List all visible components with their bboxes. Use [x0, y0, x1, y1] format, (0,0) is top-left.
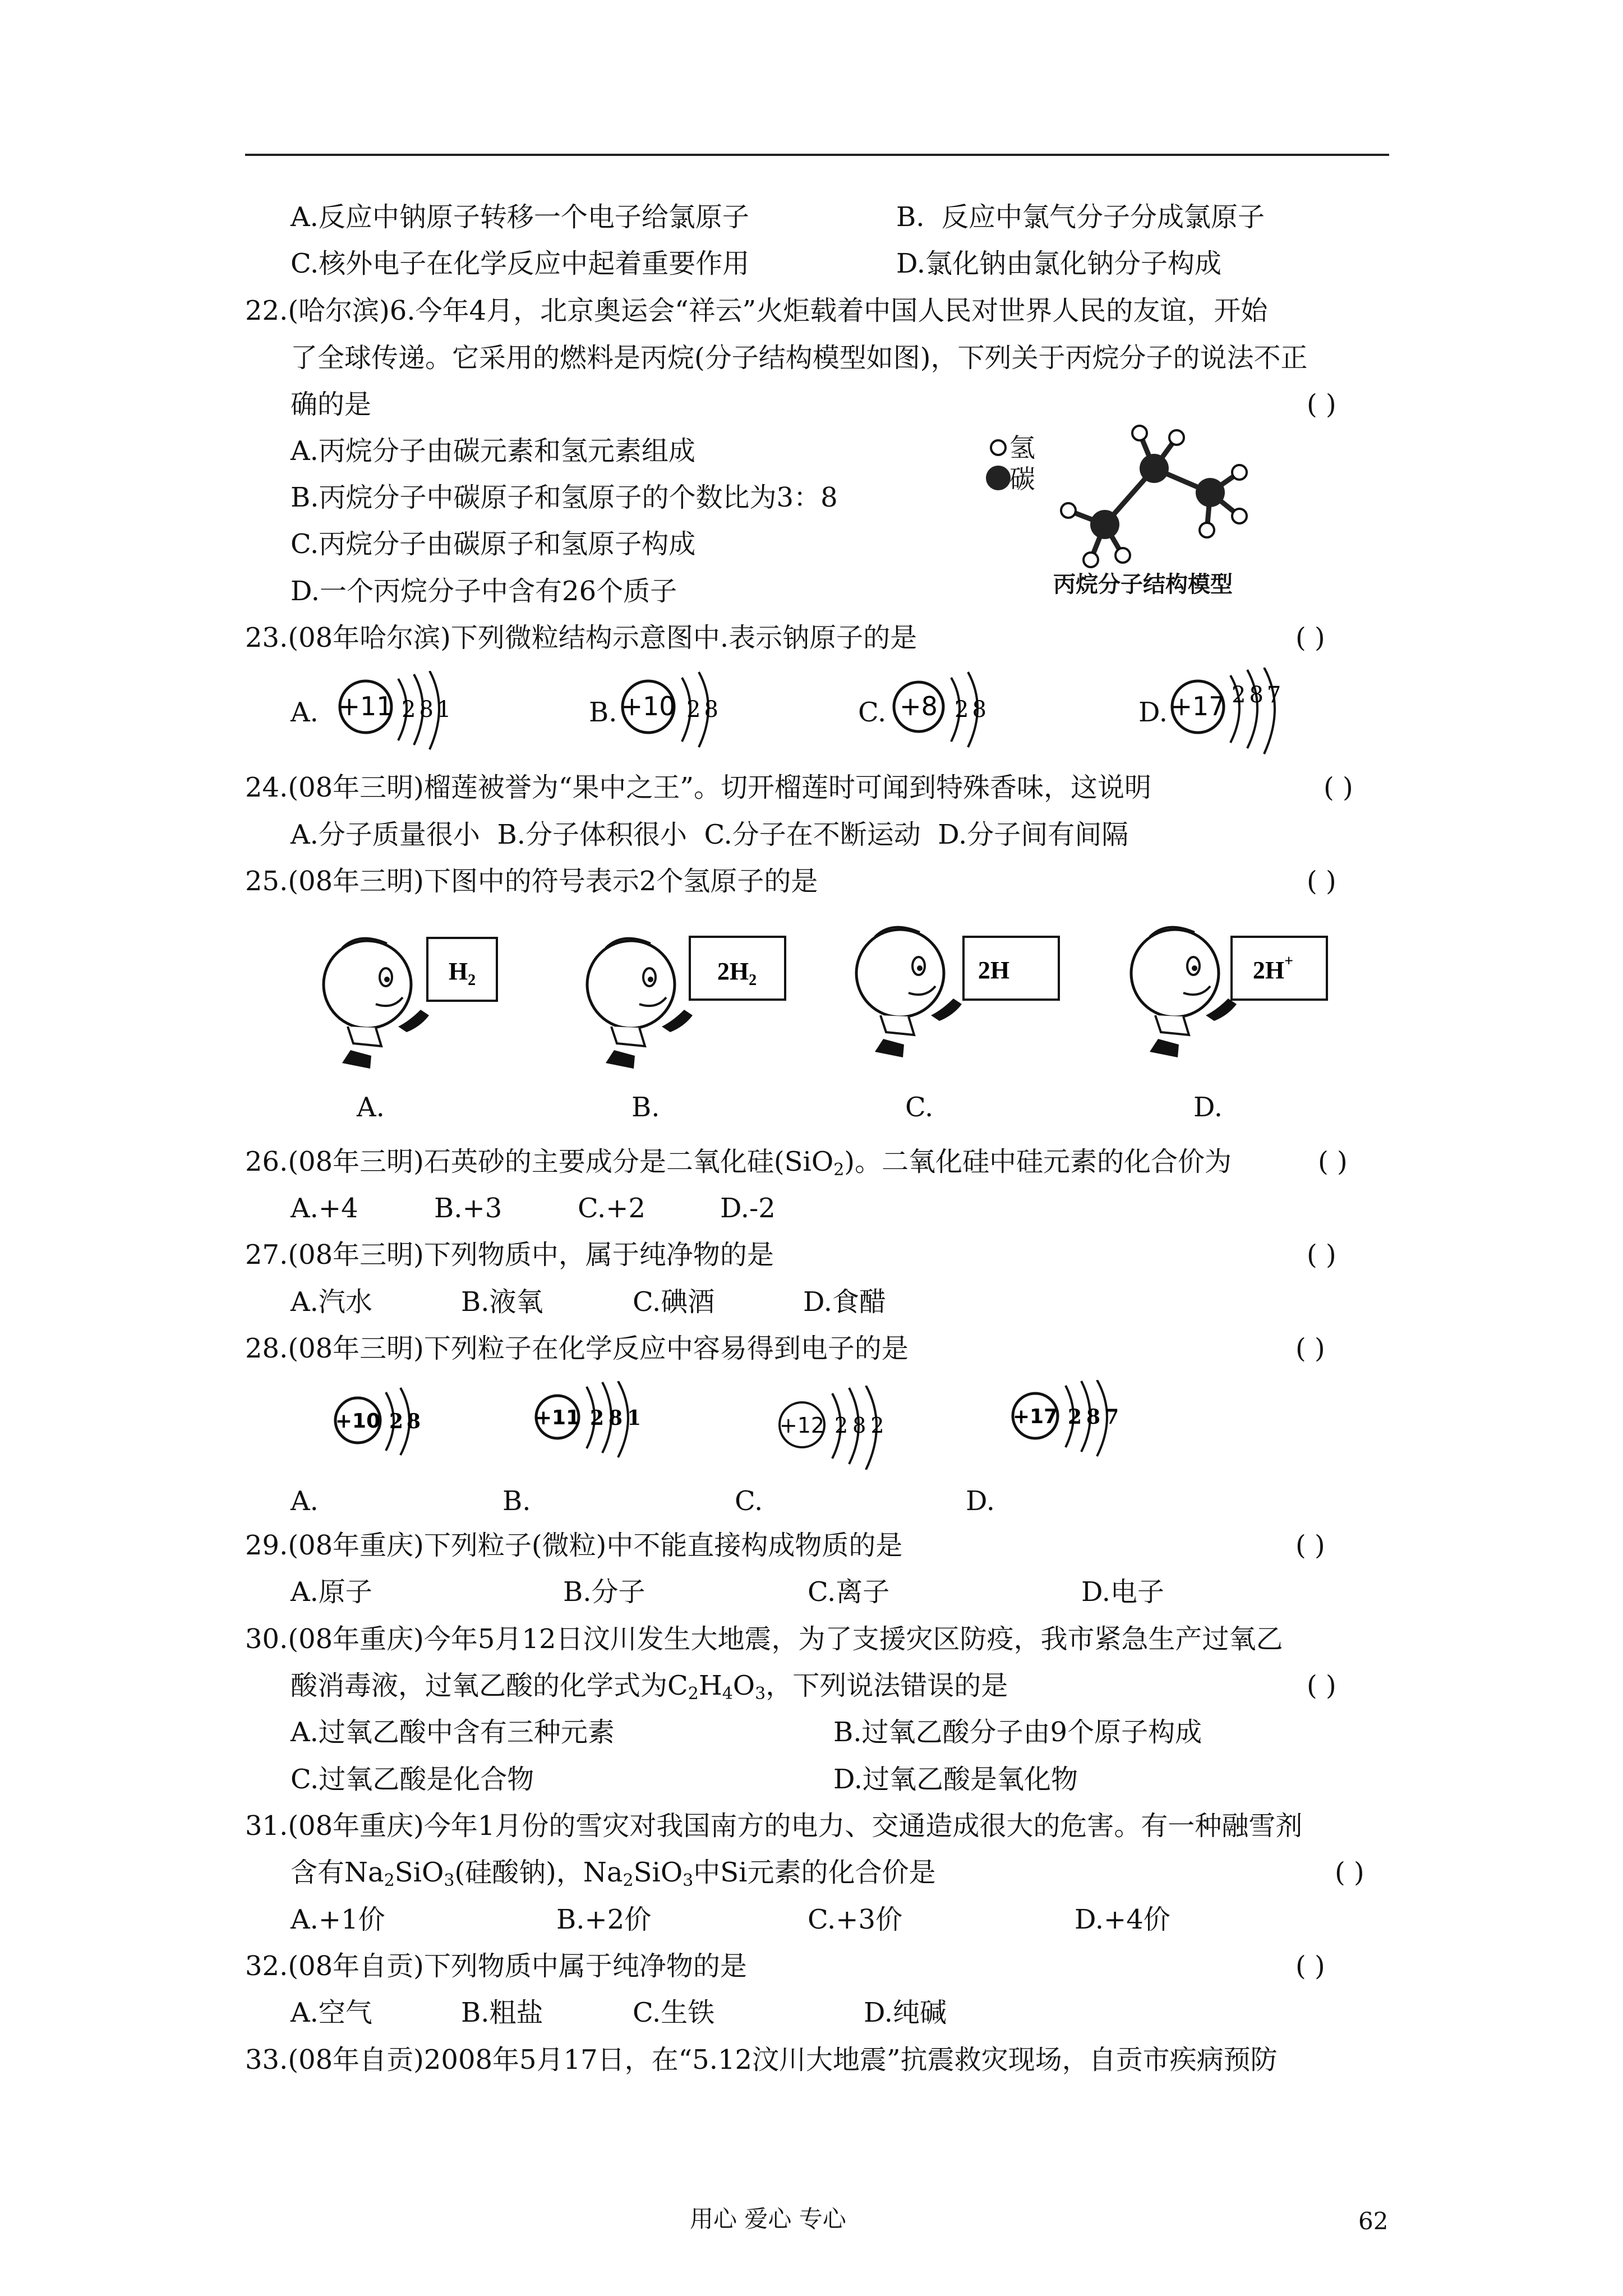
q24-options: A.分子质量很小 B.分子体积很小 C.分子在不断运动 D.分子间有间隔: [291, 819, 1129, 850]
q29-option-a: A.原子: [291, 1576, 372, 1608]
q32-option-a: A.空气: [291, 1997, 372, 2028]
q23-option-a-atom-diagram: [335, 671, 464, 755]
q26-option-c: C.+2: [578, 1193, 646, 1224]
legend-hydrogen-label: 氢: [1009, 432, 1035, 463]
q23-b-nucleus: +10: [621, 691, 676, 721]
page-number: 62: [1358, 2207, 1389, 2235]
q30-option-c: C.过氧乙酸是化合物: [291, 1764, 534, 1795]
q25-d-sign-sup: +: [1284, 953, 1294, 970]
q27-option-b: B.液氧: [461, 1286, 543, 1318]
q29-option-d: D.电子: [1081, 1576, 1165, 1608]
q25-label-c: C.: [905, 1092, 934, 1123]
q30-option-b: B.过氧乙酸分子由9个原子构成: [833, 1717, 1202, 1748]
q28-d-electrons: 287: [1068, 1405, 1124, 1429]
q27-answer-paren: ( ): [1307, 1239, 1336, 1271]
q28-c-nucleus: +12: [779, 1413, 825, 1438]
q22-option-d: D.一个丙烷分子中含有26个质子: [291, 576, 677, 607]
q23-option-d-letter: D.: [1138, 697, 1168, 728]
q22-option-b: B.丙烷分子中碳原子和氢原子的个数比为3：8: [291, 482, 838, 513]
q33-question: 33.(08年自贡)2008年5月17日，在“5.12汶川大地震”抗震救灾现场，自贡市疾病预防: [245, 2044, 1278, 2076]
q21-option-c: C.核外电子在化学反应中起着重要作用: [291, 248, 750, 279]
q26-option-a: A.+4: [291, 1193, 358, 1224]
q22-option-c: C.丙烷分子由碳原子和氢原子构成: [291, 528, 696, 560]
q28-option-c-atom-diagram: [774, 1386, 909, 1470]
header-rule: [245, 154, 1389, 156]
q30-line-1: 30.(08年重庆)今年5月12日汶川发生大地震，为了支援灾区防疫，我市紧急生产过氧乙: [245, 1623, 1283, 1655]
q23-d-electrons: 287: [1232, 682, 1285, 708]
q31-option-d: D.+4价: [1075, 1904, 1170, 1935]
propane-caption: 丙烷分子结构模型: [1053, 572, 1233, 597]
q22-answer-paren: ( ): [1307, 389, 1336, 420]
q29-option-c: C.离子: [808, 1576, 890, 1608]
q25-cartoon-c: [841, 920, 1066, 1071]
legend-hydrogen-icon: [991, 440, 1006, 455]
q25-b-sign-sub: 2: [749, 972, 757, 989]
q31-option-a: A.+1价: [291, 1904, 385, 1935]
q25-answer-paren: ( ): [1307, 866, 1336, 897]
q28-option-a-atom-diagram: [331, 1386, 443, 1458]
q25-cartoon-a: [308, 931, 499, 1077]
q25-b-sign: 2H: [717, 958, 749, 985]
q31-answer-paren: ( ): [1335, 1857, 1364, 1888]
q28-label-c: C.: [735, 1485, 763, 1517]
q29-option-b: B.分子: [563, 1576, 645, 1608]
q23-option-b-atom-diagram: [617, 671, 740, 755]
q28-option-d-atom-diagram: [1009, 1380, 1144, 1458]
q26-option-d: D.-2: [720, 1193, 776, 1224]
q31-line-2: 含有$Na_2SiO_3$(硅酸钠)，$Na_2SiO_3$中Si元素的化合价是: [291, 1857, 936, 1890]
q23-a-electrons: 281: [402, 697, 455, 723]
q26-option-b: B.+3: [434, 1193, 502, 1224]
q27-option-d: D.食醋: [803, 1286, 887, 1318]
q23-c-nucleus: +8: [900, 691, 938, 721]
q32-question: 32.(08年自贡)下列物质中属于纯净物的是: [245, 1950, 747, 1982]
q28-b-electrons: 281: [590, 1406, 646, 1430]
q23-a-nucleus: +11: [338, 691, 393, 721]
q27-question: 27.(08年三明)下列物质中，属于纯净物的是: [245, 1239, 774, 1271]
q22-line-1: 22.(哈尔滨)6.今年4月，北京奥运会“祥云”火炬载着中国人民对世界人民的友谊，开始: [245, 295, 1268, 326]
q23-option-a-letter: A.: [291, 697, 319, 728]
q25-d-sign: 2H: [1252, 956, 1285, 984]
q28-question: 28.(08年三明)下列粒子在化学反应中容易得到电子的是: [245, 1333, 909, 1364]
q31-option-c: C.+3价: [808, 1904, 903, 1935]
q31-option-b: B.+2价: [556, 1904, 652, 1935]
q25-cartoon-b: [572, 931, 796, 1077]
q25-a-sign: H: [448, 958, 468, 985]
q28-d-nucleus: +17: [1012, 1405, 1058, 1428]
q24-answer-paren: ( ): [1324, 772, 1353, 803]
q32-option-d: D.纯碱: [864, 1997, 947, 2028]
q23-answer-paren: ( ): [1295, 622, 1325, 654]
q23-c-electrons: 28: [955, 697, 990, 723]
q26-question: 26.(08年三明)石英砂的主要成分是二氧化硅(SiO$_2$)。二氧化硅中硅元素的化合价为: [245, 1146, 1232, 1180]
q21-option-d: D.氯化钠由氯化钠分子构成: [896, 248, 1222, 279]
q27-option-a: A.汽水: [291, 1286, 372, 1318]
q28-b-nucleus: +11: [534, 1406, 580, 1429]
q30-answer-paren: ( ): [1307, 1670, 1336, 1701]
q22-line-2: 了全球传递。它采用的燃料是丙烷(分子结构模型如图)，下列关于丙烷分子的说法不正: [291, 342, 1308, 374]
q23-option-c-atom-diagram: [888, 671, 1012, 755]
q28-option-b-atom-diagram: [533, 1381, 662, 1460]
q28-c-electrons: 282: [834, 1413, 889, 1438]
q23-question: 23.(08年哈尔滨)下列微粒结构示意图中.表示钠原子的是: [245, 622, 917, 654]
q24-question: 24.(08年三明)榴莲被誉为“果中之王”。切开榴莲时可闻到特殊香味，这说明: [245, 772, 1151, 803]
q28-label-d: D.: [966, 1485, 995, 1517]
q30-option-a: A.过氧乙酸中含有三种元素: [291, 1717, 615, 1748]
legend-carbon-icon: [986, 466, 1011, 490]
q28-label-a: A.: [291, 1485, 319, 1517]
q25-label-a: A.: [357, 1092, 385, 1123]
q28-a-nucleus: +10: [335, 1410, 381, 1433]
q23-option-b-letter: B.: [589, 697, 617, 728]
q31-line-1: 31.(08年重庆)今年1月份的雪灾对我国南方的电力、交通造成很大的危害。有一种融雪剂: [245, 1810, 1303, 1842]
q23-option-d-atom-diagram: [1166, 668, 1301, 757]
q29-answer-paren: ( ): [1295, 1530, 1325, 1561]
footer-motto: 用心 爱心 专心: [690, 2205, 846, 2233]
q28-a-electrons: 28: [389, 1410, 425, 1433]
q32-answer-paren: ( ): [1295, 1950, 1325, 1982]
q21-option-b: B. 反应中氯气分子分成氯原子: [896, 201, 1265, 233]
q25-cartoon-d: [1116, 920, 1340, 1071]
q25-label-d: D.: [1193, 1092, 1223, 1123]
q25-a-sign-sub: 2: [468, 972, 476, 989]
q22-option-a: A.丙烷分子由碳元素和氢元素组成: [291, 435, 695, 467]
q29-question: 29.(08年重庆)下列粒子(微粒)中不能直接构成物质的是: [245, 1530, 903, 1561]
q32-option-c: C.生铁: [633, 1997, 715, 2028]
q27-option-c: C.碘酒: [633, 1286, 715, 1318]
q28-answer-paren: ( ): [1295, 1333, 1325, 1364]
q25-question: 25.(08年三明)下图中的符号表示2个氢原子的是: [245, 866, 818, 897]
q28-label-b: B.: [502, 1485, 531, 1517]
q21-option-a: A.反应中钠原子转移一个电子给氯原子: [291, 201, 749, 233]
q23-option-c-letter: C.: [858, 697, 887, 728]
q25-label-b: B.: [631, 1092, 660, 1123]
q23-b-electrons: 28: [686, 697, 722, 723]
q22-line-3: 确的是: [291, 389, 372, 420]
q23-d-nucleus: +17: [1170, 691, 1225, 721]
q26-answer-paren: ( ): [1318, 1146, 1348, 1177]
q25-c-sign: 2H: [978, 956, 1010, 984]
q32-option-b: B.粗盐: [461, 1997, 543, 2028]
q30-option-d: D.过氧乙酸是氧化物: [833, 1764, 1078, 1795]
q30-line-2: 酸消毒液，过氧乙酸的化学式为$C_2H_4O_3$，下列说法错误的是: [291, 1670, 1008, 1704]
legend-carbon-label: 碳: [1009, 464, 1035, 494]
